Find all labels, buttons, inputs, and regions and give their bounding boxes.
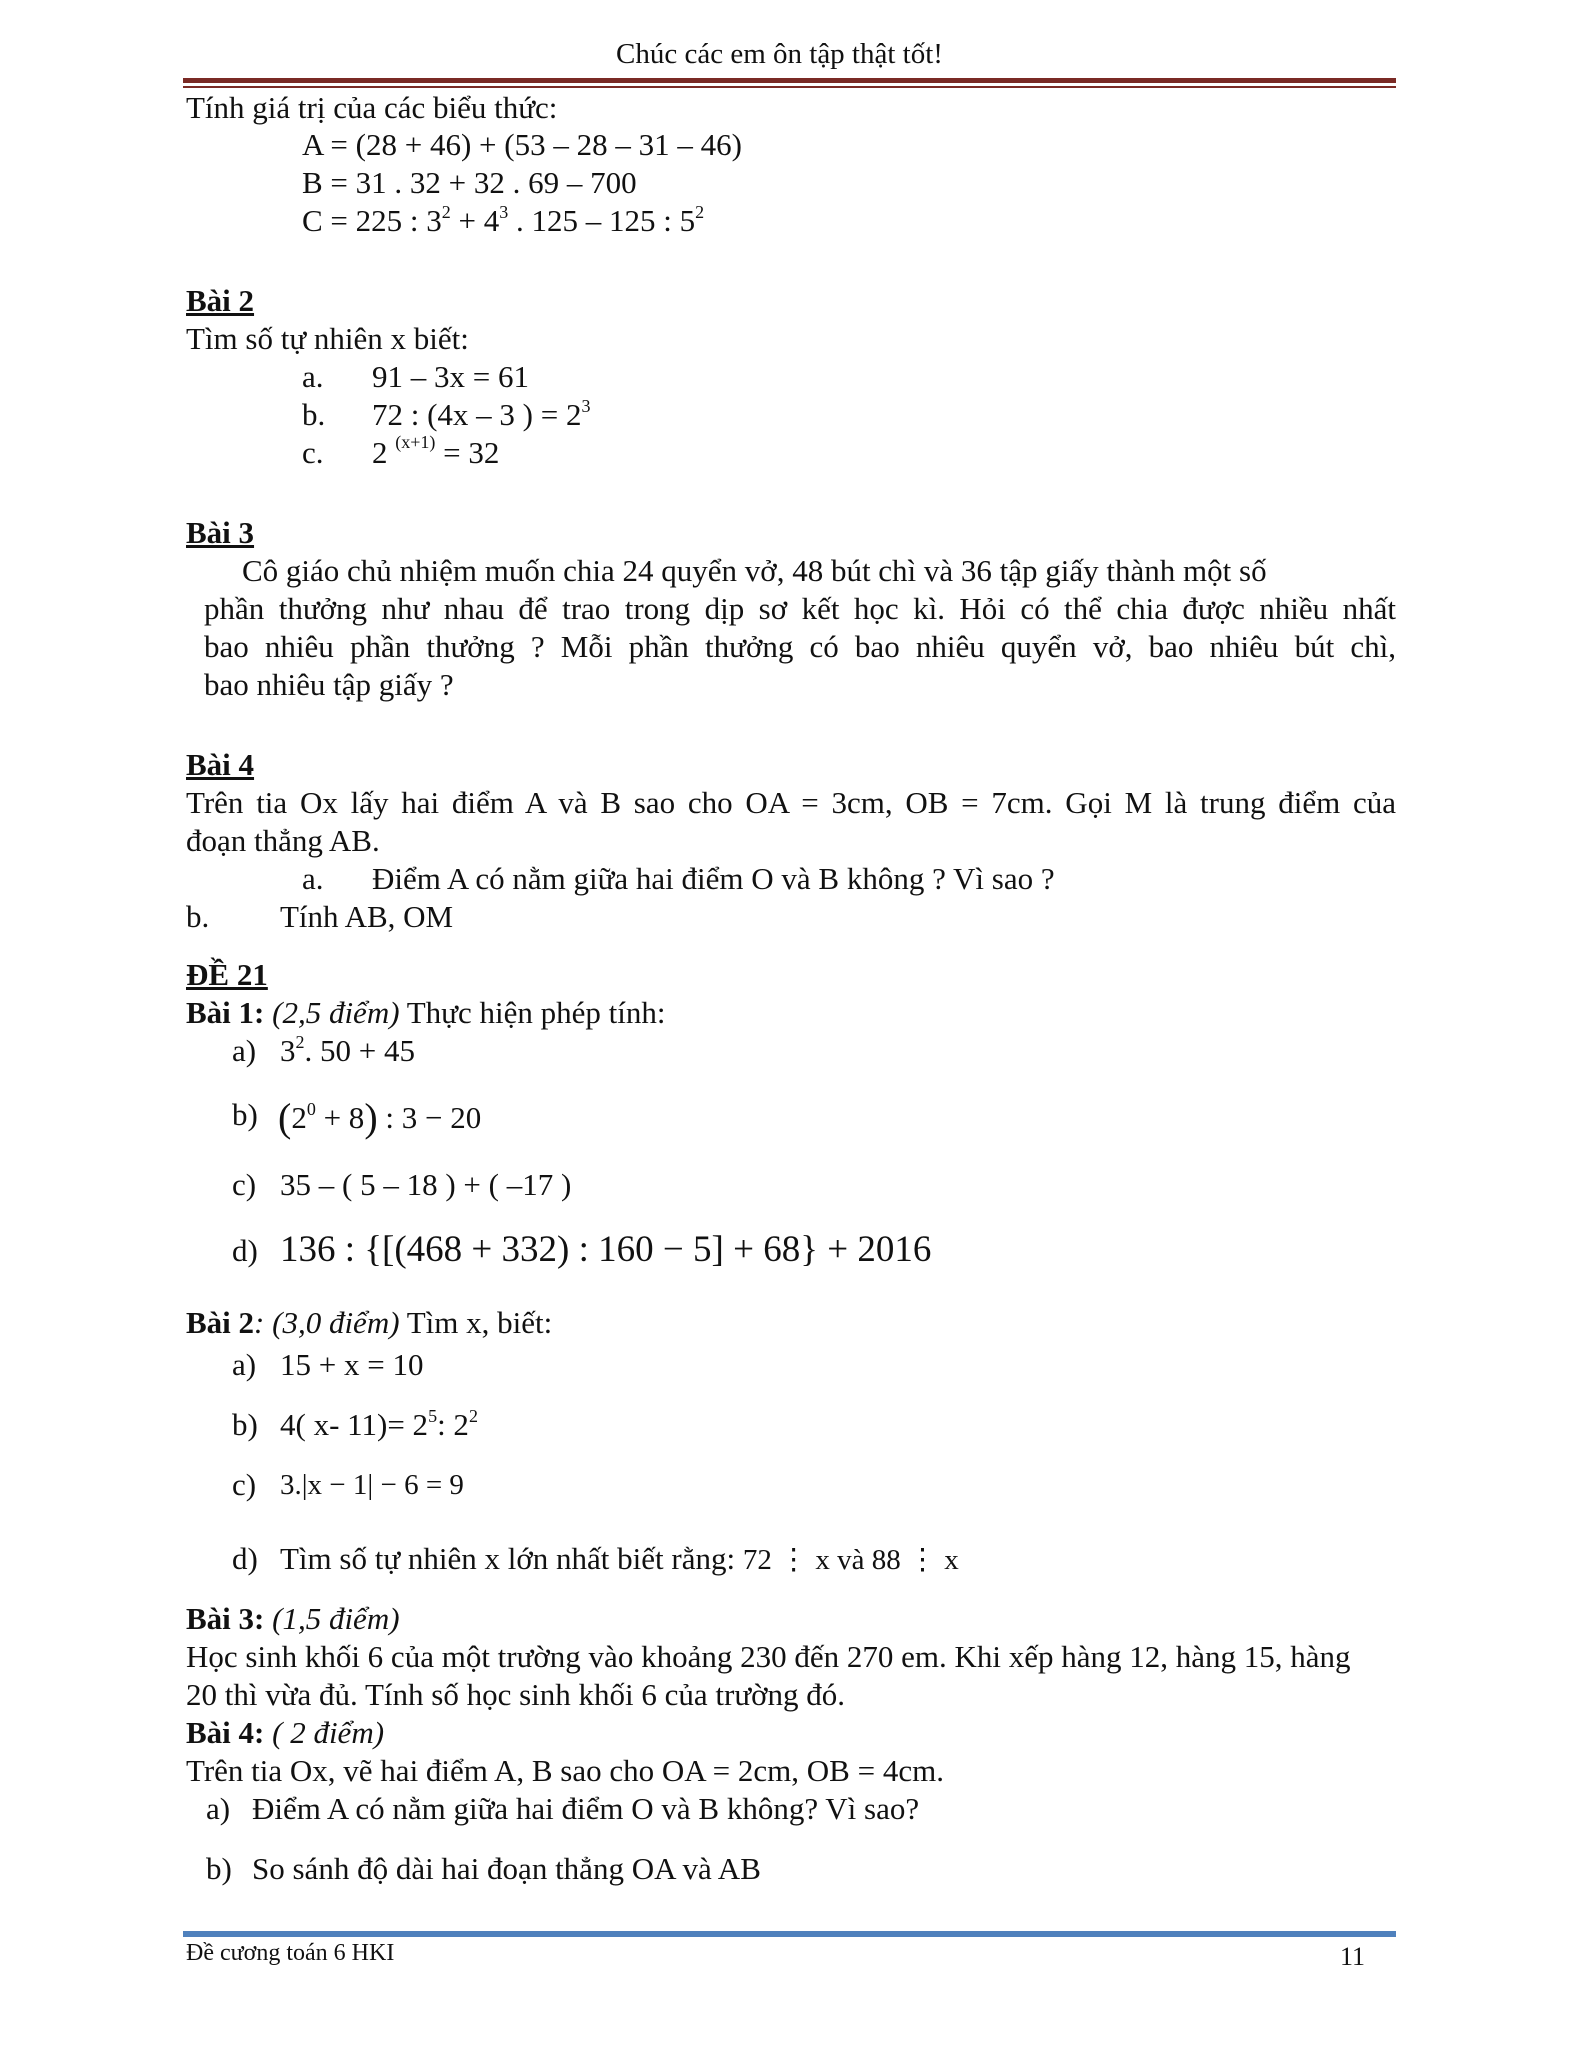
de21-bai3-heading: Bài 3: (1,5 điểm) — [186, 1601, 400, 1636]
de21-bai2-d-text: Tìm số tự nhiên x lớn nhất biết rằng: 72 ⋮ x và 88 ⋮ x — [280, 1541, 959, 1576]
page-header: Chúc các em ôn tập thật tốt! — [616, 38, 943, 70]
bai3-title: Bài 3 — [186, 515, 255, 550]
de21-bai4-b-text: So sánh độ dài hai đoạn thẳng OA và AB — [252, 1851, 761, 1886]
expr-intro: Tính giá trị của các biểu thức: — [186, 90, 558, 125]
de21-bai1-c-label: c) — [232, 1167, 257, 1202]
footer-rule — [183, 1931, 1396, 1937]
de21-bai4-a-label: a) — [206, 1791, 231, 1826]
de21-bai3-line1: Học sinh khối 6 của một trường vào khoảng 230 đến 270 em. Khi xếp hàng 12, hàng 15, hàng — [186, 1639, 1351, 1674]
de21-bai1-d-text: 136 : {[(468 + 332) : 160 − 5] + 68} + 2016 — [280, 1229, 932, 1270]
expr-b: B = 31 . 32 + 32 . 69 – 700 — [302, 165, 637, 200]
de21-title: ĐỀ 21 — [186, 957, 268, 992]
bai3-line1: Cô giáo chủ nhiệm muốn chia 24 quyển vở, 48 bút chì và 36 tập giấy thành một số — [242, 553, 1267, 588]
bai4-title: Bài 4 — [186, 747, 255, 782]
bai4-a-label: a. — [302, 861, 324, 896]
expr-c: C = 225 : $3^2 + 4^3$ . 125 – 125 : $5^2$ — [302, 201, 705, 238]
de21-bai2-a-text: 15 + x = 10 — [280, 1347, 424, 1382]
bai3-line4: bao nhiêu tập giấy ? — [204, 667, 454, 702]
bai4-line2: đoạn thẳng AB. — [186, 823, 380, 858]
bai2-title: Bài 2 — [186, 283, 255, 318]
bai4-b-label: b. — [186, 899, 210, 934]
bai3-line2: phần thưởng như nhau để trao trong dịp sơ kết học kì. Hỏi có thể chia được nhiều nhất — [204, 591, 1396, 626]
expr-a: A = (28 + 46) + (53 – 28 – 31 – 46) — [302, 127, 742, 162]
de21-bai1-d-label: d) — [232, 1233, 258, 1268]
de21-bai1-a-label: a) — [232, 1033, 257, 1068]
bai2-b-text: 72 : (4x – 3 ) = $2^3$ — [372, 395, 591, 432]
bai2-intro: Tìm số tự nhiên x biết: — [186, 321, 469, 356]
bai4-a-text: Điểm A có nằm giữa hai điểm O và B không ? Vì sao ? — [372, 861, 1055, 896]
header-rule — [183, 78, 1396, 83]
de21-bai1-b-text: $(2^0 + 8)$ : 3 − 20 — [278, 1095, 482, 1140]
de21-bai2-b-label: b) — [232, 1407, 258, 1442]
de21-bai4-a-text: Điểm A có nằm giữa hai điểm O và B không? Vì sao? — [252, 1791, 920, 1826]
de21-bai2-d-label: d) — [232, 1541, 258, 1576]
bai2-a-label: a. — [302, 359, 324, 394]
bai2-b-label: b. — [302, 397, 326, 432]
bai4-line1: Trên tia Ox lấy hai điểm A và B sao cho OA = 3cm, OB = 7cm. Gọi M là trung điểm của — [186, 785, 1396, 820]
de21-bai1-c-text: 35 – ( 5 – 18 ) + ( –17 ) — [280, 1167, 572, 1202]
de21-bai3-line2: 20 thì vừa đủ. Tính số học sinh khối 6 của trường đó. — [186, 1677, 846, 1712]
footer-title: Đề cương toán 6 HKI — [186, 1940, 395, 1966]
page-number: 11 — [1340, 1942, 1366, 1971]
header-rule-thin — [183, 86, 1396, 88]
bai2-c-label: c. — [302, 435, 324, 470]
de21-bai4-b-label: b) — [206, 1851, 232, 1886]
de21-bai1-b-label: b) — [232, 1097, 258, 1132]
bai2-c-text: 2 $^{(x+1)}$ = 32 — [372, 431, 500, 470]
de21-bai2-heading: Bài 2: (3,0 điểm) Tìm x, biết: — [186, 1305, 553, 1340]
de21-bai2-c-label: c) — [232, 1467, 257, 1502]
bai2-a-text: 91 – 3x = 61 — [372, 359, 529, 394]
bai3-line3: bao nhiêu phần thưởng ? Mỗi phần thưởng có bao nhiêu quyển vở, bao nhiêu bút chì, — [204, 629, 1396, 664]
bai4-b-text: Tính AB, OM — [280, 899, 454, 934]
de21-bai1-a-text: $3^2$. 50 + 45 — [280, 1031, 415, 1068]
de21-bai4-heading: Bài 4: ( 2 điểm) — [186, 1715, 385, 1750]
de21-bai4-intro: Trên tia Ox, vẽ hai điểm A, B sao cho OA = 2cm, OB = 4cm. — [186, 1753, 944, 1788]
de21-bai2-b-text: 4( x- $11)= 2^5$: $2^2$ — [280, 1405, 478, 1442]
de21-bai2-a-label: a) — [232, 1347, 257, 1382]
de21-bai2-c-text: 3.|x − 1| − 6 = 9 — [280, 1469, 464, 1501]
de21-bai1-heading: Bài 1: (2,5 điểm) Thực hiện phép tính: — [186, 995, 666, 1030]
